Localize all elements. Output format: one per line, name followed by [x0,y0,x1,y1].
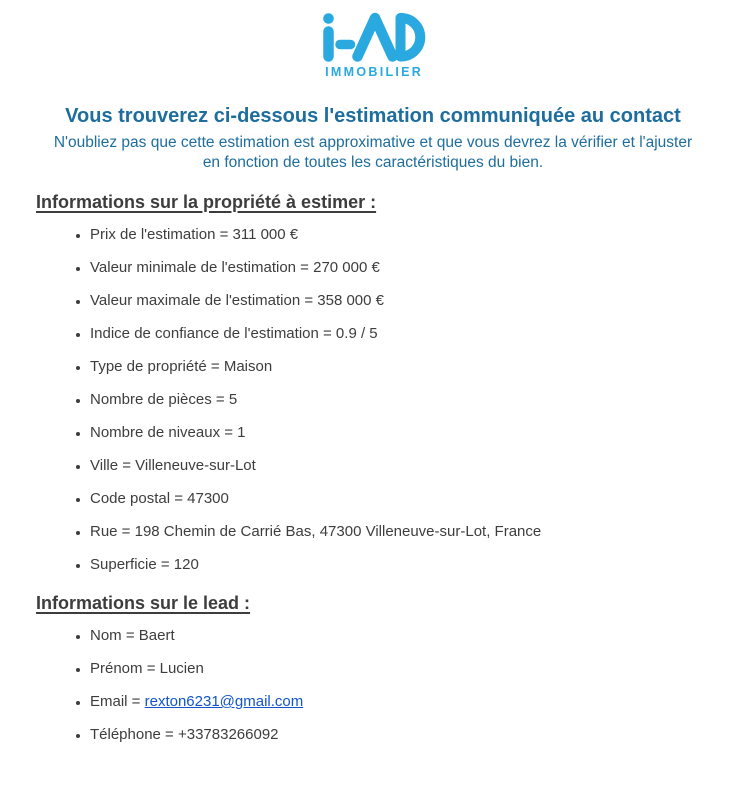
email-link[interactable]: rexton6231@gmail.com [144,693,304,710]
property-item-levels: • Nombre de niveaux = 1 [90,424,746,441]
property-item-type: • Type de propriété = Maison [90,358,746,375]
logo-subtext: IMMOBILIER [325,65,424,79]
iad-logo-icon [320,12,426,62]
property-item-price: • Prix de l'estimation = 311 000 € [90,226,746,243]
lead-item-phone: • Téléphone = +33783266092 [90,726,746,743]
header-note-line1: N'oubliez pas que cette estimation est approximative et que vous devrez la vérifier et l'ajuster [53,134,693,151]
section-lead-heading: Informations sur le lead : [36,593,251,613]
property-item-min-value: • Valeur minimale de l'estimation = 270 000 € [90,259,746,276]
lead-item-firstname: • Prénom = Lucien [90,660,746,677]
header-note [0,133,746,172]
property-item-street: • Rue = 198 Chemin de Carrié Bas, 47300 Villeneuve-sur-Lot, France [90,523,746,540]
section-property-heading: Informations sur la propriété à estimer : [36,192,377,212]
property-item-max-value: • Valeur maximale de l'estimation = 358 000 € [90,292,746,309]
property-item-city: • Ville = Villeneuve-sur-Lot [90,457,746,474]
header-note-line2: en fonction de toutes les caractéristiques du bien. [202,153,544,171]
iad-logo [0,12,746,79]
lead-item-email [90,693,746,710]
lead-info-list [0,627,746,743]
property-item-area: • Superficie = 120 [90,556,746,573]
property-item-confidence: • Indice de confiance de l'estimation = 0.9 / 5 [90,325,746,342]
page-title: Vous trouverez ci-dessous l'estimation communiquée au contact [65,105,681,127]
lead-item-lastname: • Nom = Baert [90,627,746,644]
property-item-rooms: • Nombre de pièces = 5 [90,391,746,408]
property-item-postal-code: • Code postal = 47300 [90,490,746,507]
email-label: Email = [90,693,145,710]
property-info-list [0,226,746,573]
